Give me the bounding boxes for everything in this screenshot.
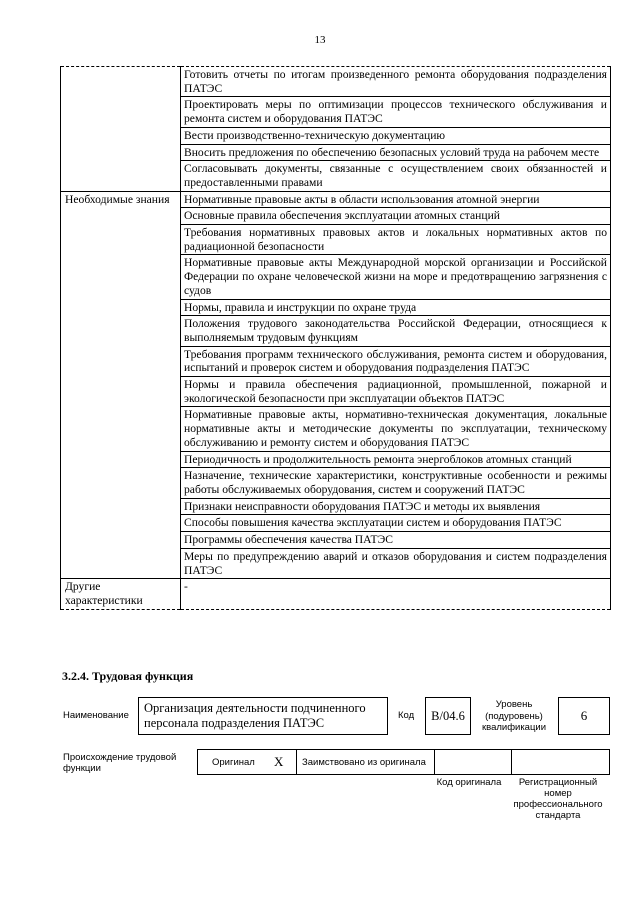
function-code-value: B/04.6 xyxy=(431,709,465,723)
original-mark: X xyxy=(274,754,284,769)
table-cell: Нормы и правила обеспечения радиационной, промышленной, пожарной и экологической безопасности при эксплуатации объектов ПАТЭС xyxy=(181,377,611,407)
table-cell: Способы повышения качества эксплуатации систем и оборудования ПАТЭС xyxy=(181,515,611,532)
row-label-continuation xyxy=(61,161,181,191)
section-title: 3.2.4. Трудовая функция xyxy=(62,669,194,683)
table-row xyxy=(61,468,611,498)
table-row xyxy=(61,451,611,468)
table-row xyxy=(61,299,611,316)
original-code-caption: Код оригинала xyxy=(436,777,502,788)
table-row xyxy=(61,97,611,127)
table-cell: Нормы, правила и инструкции по охране труда xyxy=(181,299,611,316)
row-label-continuation xyxy=(61,144,181,161)
table-cell: Нормативные правовые акты, нормативно-техническая документация, локальные нормативные акты и методические документы по эксплуатации, техническому обслуживанию и ремонту систем и оборудования ПАТЭС xyxy=(181,407,611,451)
row-label-continuation xyxy=(61,532,181,549)
table-row xyxy=(61,346,611,376)
table-row xyxy=(61,407,611,451)
row-label: Необходимые знания xyxy=(61,191,181,208)
borrowed-label: Заимствовано из оригинала xyxy=(302,757,426,768)
table-cell: Готовить отчеты по итогам произведенного ремонта оборудования подразделения ПАТЭС xyxy=(181,67,611,97)
table-cell: Вносить предложения по обеспечению безопасных условий труда на рабочем месте xyxy=(181,144,611,161)
row-label-continuation xyxy=(61,515,181,532)
table-cell: Требования программ технического обслуживания, ремонта систем и оборудования, испытаний и проверок систем и оборудования подразделения ПАТЭС xyxy=(181,346,611,376)
table-cell: Нормативные правовые акты в области использования атомной энергии xyxy=(181,191,611,208)
original-label: Оригинал xyxy=(212,757,255,768)
table-cell: Вести производственно-техническую документацию xyxy=(181,127,611,144)
row-label-continuation xyxy=(61,407,181,451)
row-label-continuation xyxy=(61,97,181,127)
table-cell: Нормативные правовые акты Международной морской организации и Российской Федерации по охране человеческой жизни на море и предотвращению загрязнения с судов xyxy=(181,255,611,299)
table-row xyxy=(61,548,611,578)
table-cell: Признаки неисправности оборудования ПАТЭС и методы их выявления xyxy=(181,498,611,515)
row-label-continuation xyxy=(61,451,181,468)
table-row xyxy=(61,127,611,144)
function-name-box xyxy=(138,697,388,735)
skills-knowledge-table xyxy=(60,66,611,610)
table-row xyxy=(61,255,611,299)
table-row xyxy=(61,225,611,255)
code-label: Код xyxy=(398,710,415,721)
row-label-continuation xyxy=(61,548,181,578)
function-name-value: Организация деятельности подчиненного персонала подразделения ПАТЭС xyxy=(144,701,366,730)
row-label-continuation xyxy=(61,316,181,346)
table-cell: Основные правила обеспечения эксплуатации атомных станций xyxy=(181,208,611,225)
table-cell: - xyxy=(181,579,611,609)
qualification-level-label: Уровень (подуровень) квалификации xyxy=(481,699,547,733)
qualification-level-value: 6 xyxy=(580,708,588,723)
table-cell: Требования нормативных правовых актов и локальных нормативных актов по радиационной безопасности xyxy=(181,225,611,255)
table-cell: Периодичность и продолжительность ремонта энергоблоков атомных станций xyxy=(181,451,611,468)
table-cell: Программы обеспечения качества ПАТЭС xyxy=(181,532,611,549)
table-row xyxy=(61,498,611,515)
qualification-level-box xyxy=(558,697,610,735)
row-label-continuation xyxy=(61,299,181,316)
row-label-continuation xyxy=(61,468,181,498)
row-label-continuation xyxy=(61,208,181,225)
row-label: Другие характеристики xyxy=(61,579,181,609)
table-row xyxy=(61,208,611,225)
row-label-continuation xyxy=(61,346,181,376)
name-label: Наименование xyxy=(63,710,129,721)
table-row xyxy=(61,377,611,407)
row-label-continuation xyxy=(61,377,181,407)
table-cell: Согласовывать документы, связанные с осуществлением своих обязанностей и предоставленными правами xyxy=(181,161,611,191)
row-label-continuation xyxy=(61,225,181,255)
table-row xyxy=(61,191,611,208)
function-code-box xyxy=(425,697,471,735)
table-row xyxy=(61,316,611,346)
registration-number-caption: Регистрационный номер профессионального стандарта xyxy=(513,777,603,821)
table-row xyxy=(61,579,611,609)
row-label-continuation xyxy=(61,127,181,144)
table-row xyxy=(61,144,611,161)
table-cell: Проектировать меры по оптимизации процессов технического обслуживания и ремонта систем и оборудования ПАТЭС xyxy=(181,97,611,127)
row-label xyxy=(61,67,181,97)
origin-label: Происхождение трудовой функции xyxy=(63,752,177,774)
table-row xyxy=(61,515,611,532)
row-label-continuation xyxy=(61,255,181,299)
table-row xyxy=(61,532,611,549)
table-row xyxy=(61,161,611,191)
table-cell: Меры по предупреждению аварий и отказов оборудования и систем подразделения ПАТЭС xyxy=(181,548,611,578)
page-number: 13 xyxy=(314,34,326,46)
table-cell: Положения трудового законодательства Российской Федерации, относящиеся к выполняемым трудовым функциям xyxy=(181,316,611,346)
table-row xyxy=(61,67,611,97)
origin-row xyxy=(197,749,610,775)
row-label-continuation xyxy=(61,498,181,515)
table-cell: Назначение, технические характеристики, конструктивные особенности и режимы работы обслуживаемых оборудования, систем и сооружений ПАТЭС xyxy=(181,468,611,498)
